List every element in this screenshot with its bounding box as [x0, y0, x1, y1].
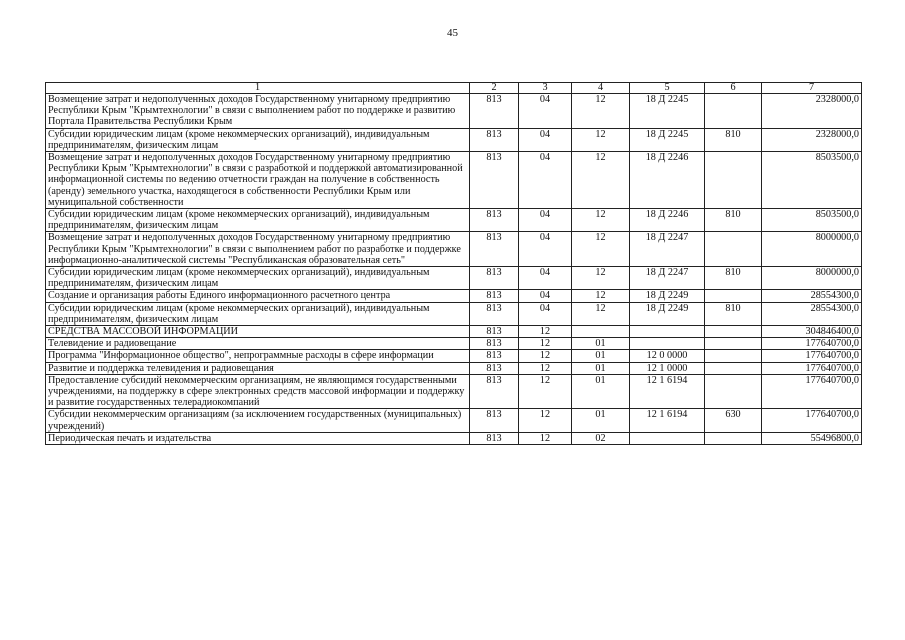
table-row	[46, 302, 862, 325]
row-ved: 813	[470, 209, 519, 232]
row-pr: 12	[572, 209, 630, 232]
table-row	[46, 290, 862, 302]
row-name: Субсидии юридическим лицам (кроме некоммерческих организаций), индивидуальным предпринимателям, физическим лицам	[46, 302, 470, 325]
row-name: Субсидии юридическим лицам (кроме некоммерческих организаций), индивидуальным предпринимателям, физическим лицам	[46, 209, 470, 232]
table-row	[46, 362, 862, 374]
row-vr	[705, 338, 762, 350]
column-header: 6	[705, 83, 762, 94]
row-rz: 12	[519, 432, 572, 444]
table-row	[46, 326, 862, 338]
row-sum: 304846400,0	[762, 326, 862, 338]
table-header-row	[46, 83, 862, 94]
row-csr: 12 1 6194	[630, 409, 705, 432]
row-csr	[630, 326, 705, 338]
row-name: Развитие и поддержка телевидения и радиовещания	[46, 362, 470, 374]
row-csr: 18 Д 2249	[630, 302, 705, 325]
row-rz: 04	[519, 209, 572, 232]
row-csr: 18 Д 2249	[630, 290, 705, 302]
row-csr: 18 Д 2246	[630, 152, 705, 209]
row-vr: 810	[705, 302, 762, 325]
row-csr: 12 0 0000	[630, 350, 705, 362]
row-name: Периодическая печать и издательства	[46, 432, 470, 444]
row-sum: 8503500,0	[762, 209, 862, 232]
row-ved: 813	[470, 267, 519, 290]
row-rz: 04	[519, 152, 572, 209]
row-vr: 810	[705, 209, 762, 232]
column-header: 3	[519, 83, 572, 94]
row-vr	[705, 432, 762, 444]
row-ved: 813	[470, 94, 519, 129]
row-name: Создание и организация работы Единого информационного расчетного центра	[46, 290, 470, 302]
row-ved: 813	[470, 128, 519, 151]
row-sum: 8503500,0	[762, 152, 862, 209]
row-vr	[705, 94, 762, 129]
table-row	[46, 94, 862, 129]
row-name: Предоставление субсидий некоммерческим организациям, не являющимся государственными учреждениями, на поддержку в сфере электронных средств массовой информации и поддержку и развитие государственных телерадиокомпаний	[46, 374, 470, 409]
row-ved: 813	[470, 302, 519, 325]
row-pr: 01	[572, 374, 630, 409]
row-rz: 12	[519, 338, 572, 350]
row-vr	[705, 290, 762, 302]
column-header: 2	[470, 83, 519, 94]
column-header: 7	[762, 83, 862, 94]
row-pr: 12	[572, 152, 630, 209]
row-pr: 12	[572, 302, 630, 325]
row-rz: 12	[519, 374, 572, 409]
row-name: СРЕДСТВА МАССОВОЙ ИНФОРМАЦИИ	[46, 326, 470, 338]
row-sum: 177640700,0	[762, 409, 862, 432]
row-vr	[705, 350, 762, 362]
row-pr: 01	[572, 409, 630, 432]
row-ved: 813	[470, 362, 519, 374]
row-ved: 813	[470, 338, 519, 350]
row-ved: 813	[470, 290, 519, 302]
row-sum: 2328000,0	[762, 94, 862, 129]
row-pr: 01	[572, 350, 630, 362]
row-pr: 12	[572, 232, 630, 267]
row-rz: 12	[519, 362, 572, 374]
row-rz: 04	[519, 302, 572, 325]
row-rz: 04	[519, 128, 572, 151]
row-pr: 12	[572, 290, 630, 302]
row-name: Субсидии юридическим лицам (кроме некоммерческих организаций), индивидуальным предпринимателям, физическим лицам	[46, 128, 470, 151]
row-sum: 28554300,0	[762, 302, 862, 325]
table-row	[46, 374, 862, 409]
row-pr: 01	[572, 362, 630, 374]
row-ved: 813	[470, 232, 519, 267]
column-header: 1	[46, 83, 470, 94]
row-sum: 55496800,0	[762, 432, 862, 444]
row-vr	[705, 326, 762, 338]
table-row	[46, 432, 862, 444]
row-ved: 813	[470, 432, 519, 444]
table-row	[46, 128, 862, 151]
table-row	[46, 350, 862, 362]
row-name: Программа "Информационное общество", непрограммные расходы в сфере информации	[46, 350, 470, 362]
row-csr: 12 1 0000	[630, 362, 705, 374]
row-ved: 813	[470, 350, 519, 362]
row-name: Возмещение затрат и недополученных доходов Государственному унитарному предприятию Республики Крым "Крымтехнологии" в связи с выполнением работ по поддержке и развитию Портала Правительства Республики Крым	[46, 94, 470, 129]
row-pr: 12	[572, 128, 630, 151]
row-csr: 18 Д 2247	[630, 232, 705, 267]
row-vr: 810	[705, 128, 762, 151]
row-sum: 8000000,0	[762, 267, 862, 290]
table-row	[46, 409, 862, 432]
page-number: 45	[447, 27, 458, 39]
row-pr	[572, 326, 630, 338]
row-name: Возмещение затрат и недополученных доходов Государственному унитарному предприятию Республики Крым "Крымтехнологии" в связи с разработкой и поддержкой автоматизированной информационной системы по ведению отчетности граждан на получение в собственность (аренду) земельного участка, находящегося в собственности Республики Крым или муниципальной собственности	[46, 152, 470, 209]
row-sum: 177640700,0	[762, 350, 862, 362]
row-rz: 04	[519, 94, 572, 129]
row-pr: 01	[572, 338, 630, 350]
row-rz: 04	[519, 267, 572, 290]
row-rz: 04	[519, 290, 572, 302]
row-vr	[705, 232, 762, 267]
row-pr: 12	[572, 94, 630, 129]
row-sum: 177640700,0	[762, 374, 862, 409]
row-csr: 18 Д 2246	[630, 209, 705, 232]
row-pr: 02	[572, 432, 630, 444]
table-row	[46, 338, 862, 350]
row-csr: 12 1 6194	[630, 374, 705, 409]
row-name: Телевидение и радиовещание	[46, 338, 470, 350]
row-rz: 12	[519, 409, 572, 432]
row-pr: 12	[572, 267, 630, 290]
row-sum: 177640700,0	[762, 362, 862, 374]
row-ved: 813	[470, 152, 519, 209]
row-name: Возмещение затрат и недополученных доходов Государственному унитарному предприятию Республики Крым "Крымтехнологии" в связи с выполнением работ по разработке и поддержке информационно-аналитической системы "Республиканская образовательная сеть"	[46, 232, 470, 267]
row-ved: 813	[470, 374, 519, 409]
table-row	[46, 152, 862, 209]
row-rz: 04	[519, 232, 572, 267]
row-csr	[630, 432, 705, 444]
row-sum: 28554300,0	[762, 290, 862, 302]
row-vr: 810	[705, 267, 762, 290]
table-row	[46, 267, 862, 290]
table-row	[46, 232, 862, 267]
row-ved: 813	[470, 409, 519, 432]
row-vr	[705, 152, 762, 209]
row-csr	[630, 338, 705, 350]
row-sum: 2328000,0	[762, 128, 862, 151]
row-ved: 813	[470, 326, 519, 338]
row-sum: 8000000,0	[762, 232, 862, 267]
budget-table	[45, 82, 862, 445]
row-rz: 12	[519, 350, 572, 362]
row-vr: 630	[705, 409, 762, 432]
row-csr: 18 Д 2245	[630, 94, 705, 129]
row-name: Субсидии некоммерческим организациям (за исключением государственных (муниципальных) учреждений)	[46, 409, 470, 432]
row-csr: 18 Д 2247	[630, 267, 705, 290]
column-header: 4	[572, 83, 630, 94]
column-header: 5	[630, 83, 705, 94]
row-rz: 12	[519, 326, 572, 338]
row-sum: 177640700,0	[762, 338, 862, 350]
row-vr	[705, 362, 762, 374]
row-name: Субсидии юридическим лицам (кроме некоммерческих организаций), индивидуальным предпринимателям, физическим лицам	[46, 267, 470, 290]
table-row	[46, 209, 862, 232]
row-vr	[705, 374, 762, 409]
row-csr: 18 Д 2245	[630, 128, 705, 151]
